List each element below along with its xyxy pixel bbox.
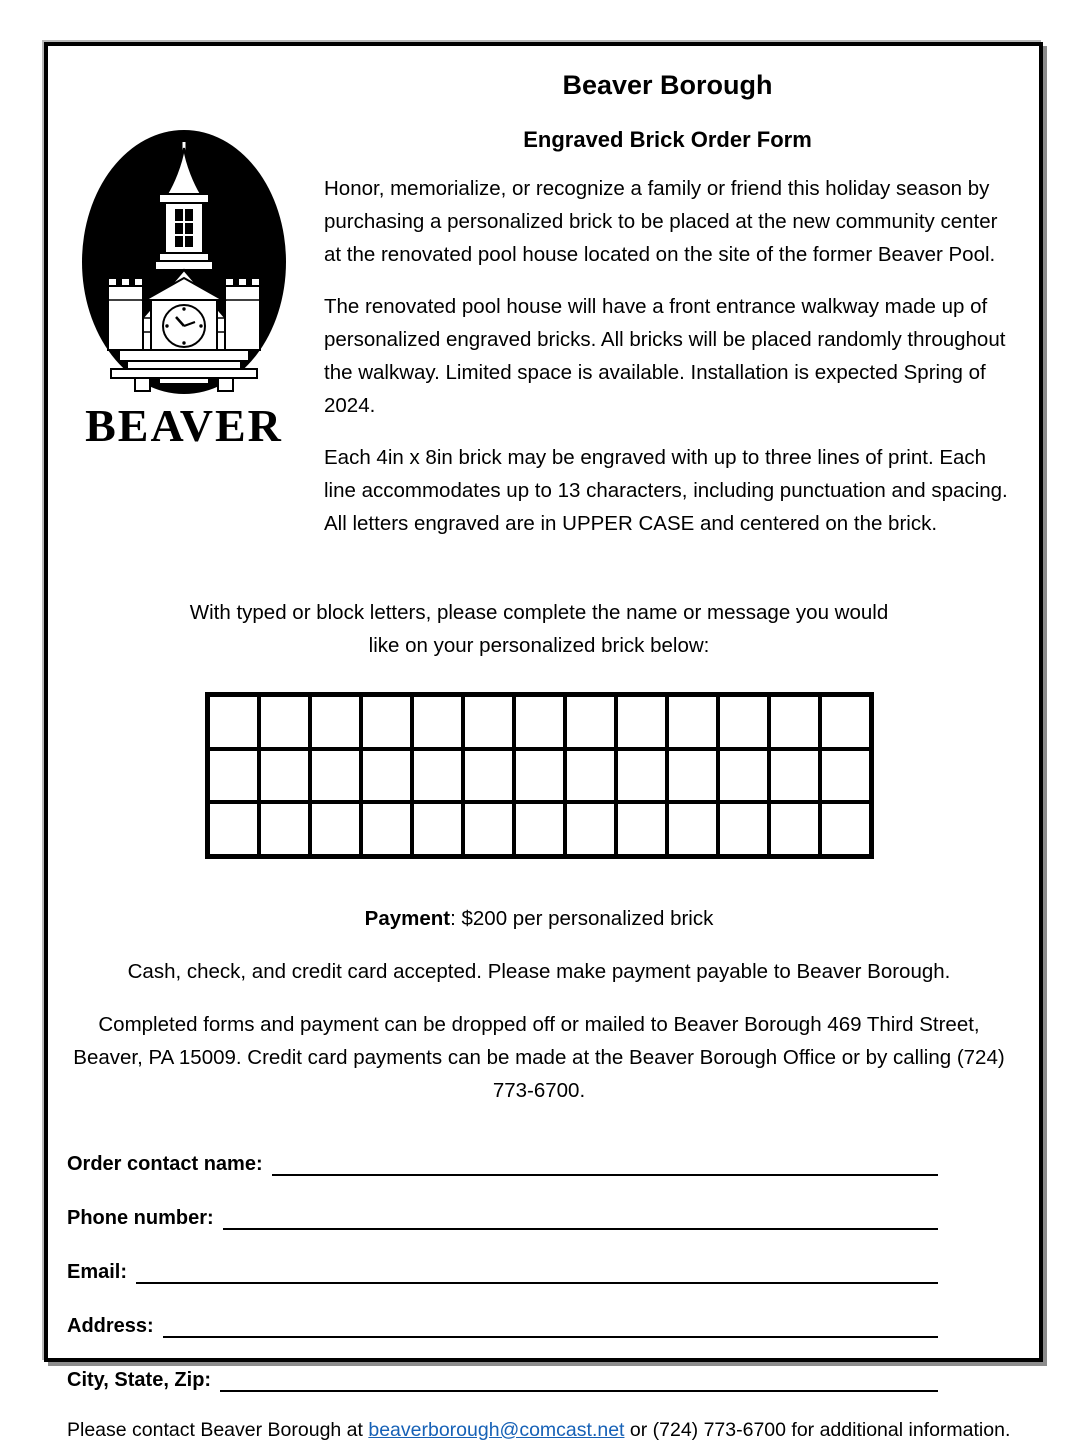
brick-cell[interactable] [516, 751, 563, 801]
field-row-city-state-zip [67, 1365, 938, 1392]
payment-label: Payment [364, 907, 451, 930]
brick-cell[interactable] [720, 804, 767, 854]
address-label: Address: [67, 1315, 154, 1337]
brick-cell[interactable] [210, 697, 257, 747]
brick-cell[interactable] [822, 751, 869, 801]
brick-cell[interactable] [312, 697, 359, 747]
brick-cell[interactable] [771, 804, 818, 854]
payment-note: Cash, check, and credit card accepted. Please make payment payable to Beaver Borough. [127, 960, 951, 983]
payment-amount: : $200 per personalized brick [450, 907, 714, 930]
brick-cell[interactable] [516, 697, 563, 747]
brick-cell[interactable] [210, 804, 257, 854]
brick-cell[interactable] [618, 697, 665, 747]
brick-cell[interactable] [567, 804, 614, 854]
brick-cell[interactable] [363, 697, 410, 747]
brick-cell[interactable] [771, 697, 818, 747]
brick-cell[interactable] [771, 751, 818, 801]
order-contact-name-label: Order contact name: [67, 1153, 263, 1175]
brick-cell[interactable] [822, 804, 869, 854]
brick-cell[interactable] [465, 751, 512, 801]
city-state-zip-input-line[interactable] [220, 1368, 938, 1392]
brick-cell[interactable] [822, 697, 869, 747]
brick-cell[interactable] [669, 751, 716, 801]
order-contact-name-input-line[interactable] [272, 1152, 938, 1176]
brick-cell[interactable] [618, 751, 665, 801]
city-state-zip-label: City, State, Zip: [67, 1369, 212, 1391]
email-label: Email: [67, 1261, 128, 1283]
email-input-line[interactable] [136, 1260, 938, 1284]
payment-heading [67, 907, 1011, 931]
footer-prefix: Please contact Beaver Borough at [67, 1419, 369, 1441]
brick-grid [205, 692, 874, 859]
brick-cell[interactable] [465, 804, 512, 854]
brick-cell[interactable] [516, 804, 563, 854]
phone-number-input-line[interactable] [223, 1206, 938, 1230]
intro-paragraph-1: Honor, memorialize, or recognize a family or friend this holiday season by purchasing a personalized brick to be placed at the new community center at the renovated pool house located on the site of the former Beaver Pool. [324, 177, 998, 266]
brick-cell[interactable] [261, 804, 308, 854]
logo-column [67, 66, 324, 540]
field-row-address [67, 1311, 938, 1338]
brick-cell[interactable] [210, 751, 257, 801]
brick-cell[interactable] [618, 804, 665, 854]
intro-column [324, 66, 1011, 540]
brick-cell[interactable] [720, 697, 767, 747]
brick-cell[interactable] [669, 697, 716, 747]
intro-paragraphs [324, 172, 1011, 540]
field-row-phone-number [67, 1203, 938, 1230]
clock-tower-icon [81, 128, 287, 396]
brick-cell[interactable] [312, 751, 359, 801]
contact-fields [67, 1149, 938, 1392]
brick-cell[interactable] [414, 697, 461, 747]
address-input-line[interactable] [163, 1314, 938, 1338]
field-row-order-contact-name [67, 1149, 938, 1176]
brick-cell[interactable] [414, 751, 461, 801]
contact-footer [67, 1419, 1011, 1442]
submission-note: Completed forms and payment can be dropped off or mailed to Beaver Borough 469 Third Street, Beaver, PA 15009. Credit card payments can be made at the Beaver Borough Office or by calling (724) 773-6700. [73, 1013, 1005, 1102]
header-section [67, 66, 1011, 540]
page-subtitle: Engraved Brick Order Form [523, 127, 812, 152]
brick-cell[interactable] [465, 697, 512, 747]
logo-wordmark: BEAVER [85, 400, 283, 451]
brick-cell[interactable] [312, 804, 359, 854]
brick-cell[interactable] [720, 751, 767, 801]
brick-cell[interactable] [414, 804, 461, 854]
field-row-email [67, 1257, 938, 1284]
footer-suffix: or (724) 773-6700 for additional information. [624, 1419, 1011, 1441]
brick-cell[interactable] [567, 751, 614, 801]
phone-number-label: Phone number: [67, 1207, 214, 1229]
page-title: Beaver Borough [562, 70, 773, 100]
brick-cell[interactable] [363, 804, 410, 854]
brick-cell[interactable] [261, 751, 308, 801]
intro-paragraph-2: The renovated pool house will have a front entrance walkway made up of personalized engraved bricks. All bricks will be placed randomly throughout the walkway. Limited space is available. Installation is expected Spring of 2024. [324, 295, 1006, 417]
email-link[interactable]: beaverborough@comcast.net [368, 1419, 625, 1441]
brick-cell[interactable] [567, 697, 614, 747]
brick-cell[interactable] [363, 751, 410, 801]
brick-cell[interactable] [261, 697, 308, 747]
brick-message-instruction: With typed or block letters, please complete the name or message you would like on your personalized brick below: [189, 601, 889, 657]
order-form-page [44, 42, 1043, 1441]
intro-paragraph-3: Each 4in x 8in brick may be engraved with up to three lines of print. Each line accommodates up to 13 characters, including punctuation and spacing. All letters engraved are in UPPER CASE and centered on the brick. [324, 446, 1008, 535]
beaver-borough-logo [81, 128, 287, 449]
brick-cell[interactable] [669, 804, 716, 854]
